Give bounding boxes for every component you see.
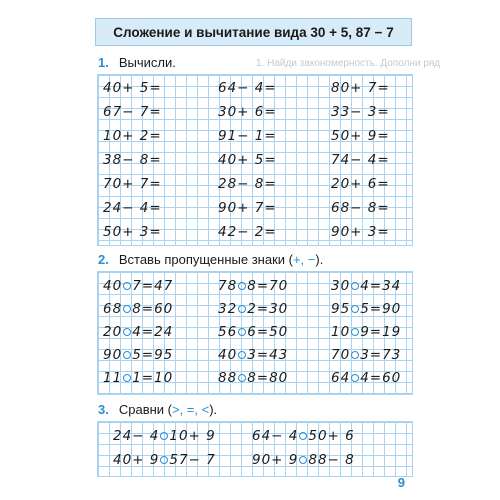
blank-circle[interactable] — [123, 374, 131, 382]
t3-r3-left: 40+ 9 — [113, 452, 160, 468]
t2-c1-r4 — [103, 347, 173, 363]
t2-c3-r1-a: 30 — [331, 278, 351, 294]
t1-c1-r4: 38− 8= — [103, 152, 162, 168]
t2-c3-r5-b: 4=60 — [360, 370, 402, 386]
t2-c3-r1 — [331, 278, 401, 294]
t3-r3-right: 57− 7 — [169, 452, 216, 468]
compare-circle[interactable] — [299, 432, 307, 440]
t2-c2-r1-a: 78 — [218, 278, 238, 294]
task-2-signs: +, − — [292, 252, 316, 267]
t2-c1-r1-b: 7=47 — [132, 278, 174, 294]
t2-c1-r1-a: 40 — [103, 278, 123, 294]
blank-circle[interactable] — [238, 305, 246, 313]
t3-r2-right: 50+ 6 — [308, 428, 355, 444]
page-title: Сложение и вычитание вида 30 + 5, 87 − 7 — [95, 18, 412, 46]
t2-c3-r2-b: 5=90 — [360, 301, 402, 317]
t2-c2-r2 — [218, 301, 288, 317]
t2-c1-r4-b: 5=95 — [132, 347, 174, 363]
t1-c2-r3: 91− 1= — [218, 128, 277, 144]
t3-r4 — [252, 452, 355, 468]
task-1-number: 1. — [98, 55, 109, 70]
page-number: 9 — [397, 475, 405, 490]
task-1-heading — [98, 55, 176, 70]
compare-circle[interactable] — [160, 432, 168, 440]
task-3-number: 3. — [98, 402, 109, 417]
t3-r1 — [113, 428, 216, 444]
t1-c1-r6: 24− 4= — [103, 200, 162, 216]
task-2-text-after: ). — [315, 252, 324, 267]
task-2-number: 2. — [98, 252, 109, 267]
blank-circle[interactable] — [351, 328, 359, 336]
blank-circle[interactable] — [351, 282, 359, 290]
t2-c2-r2-b: 2=30 — [247, 301, 289, 317]
blank-circle[interactable] — [351, 374, 359, 382]
t2-c3-r3-b: 9=19 — [360, 324, 402, 340]
t1-c1-r3: 10+ 2= — [103, 128, 162, 144]
t2-c2-r4-a: 40 — [218, 347, 238, 363]
t2-c1-r3-b: 4=24 — [132, 324, 174, 340]
blank-circle[interactable] — [238, 282, 246, 290]
t3-r2 — [252, 428, 355, 444]
t1-c2-r5: 28− 8= — [218, 176, 277, 192]
t3-r1-right: 10+ 9 — [169, 428, 216, 444]
t3-r4-left: 90+ 9 — [252, 452, 299, 468]
blank-circle[interactable] — [238, 351, 246, 359]
t2-c2-r2-a: 32 — [218, 301, 238, 317]
blank-circle[interactable] — [238, 374, 246, 382]
t2-c3-r4-b: 3=73 — [360, 347, 402, 363]
t1-c2-r7: 42− 2= — [218, 224, 277, 240]
t2-c2-r3-a: 56 — [218, 324, 238, 340]
t2-c2-r5-b: 8=80 — [247, 370, 289, 386]
t2-c1-r2-a: 68 — [103, 301, 123, 317]
t1-c3-r4: 74− 4= — [331, 152, 390, 168]
t2-c1-r5 — [103, 370, 173, 386]
t2-c1-r5-b: 1=10 — [132, 370, 174, 386]
t1-c2-r2: 30+ 6= — [218, 104, 277, 120]
compare-circle[interactable] — [299, 456, 307, 464]
blank-circle[interactable] — [123, 282, 131, 290]
task-2-text-before: Вставь пропущенные знаки ( — [118, 252, 293, 267]
t1-c3-r6: 68− 8= — [331, 200, 390, 216]
t3-r1-left: 24− 4 — [113, 428, 160, 444]
task-3-text-after: ). — [209, 402, 218, 417]
t2-c3-r3-a: 10 — [331, 324, 351, 340]
task-3-text — [119, 402, 217, 417]
t1-c3-r7: 90+ 3= — [331, 224, 390, 240]
t1-c3-r1: 80+ 7= — [331, 80, 390, 96]
t2-c2-r4-b: 3=43 — [247, 347, 289, 363]
t1-c1-r2: 67− 7= — [103, 104, 162, 120]
t1-c2-r4: 40+ 5= — [218, 152, 277, 168]
t2-c1-r2-b: 8=60 — [132, 301, 174, 317]
t2-c1-r3 — [103, 324, 173, 340]
t2-c1-r5-a: 11 — [103, 370, 123, 386]
t1-c1-r5: 70+ 7= — [103, 176, 162, 192]
blank-circle[interactable] — [123, 328, 131, 336]
t2-c3-r2 — [331, 301, 401, 317]
t2-c2-r3-b: 6=50 — [247, 324, 289, 340]
t1-c2-r6: 90+ 7= — [218, 200, 277, 216]
t1-c3-r5: 20+ 6= — [331, 176, 390, 192]
blank-circle[interactable] — [351, 351, 359, 359]
task-3-heading — [98, 402, 217, 417]
task-2-heading — [98, 252, 323, 267]
t1-c3-r2: 33− 3= — [331, 104, 390, 120]
t1-c1-r7: 50+ 3= — [103, 224, 162, 240]
blank-circle[interactable] — [351, 305, 359, 313]
task-2-text — [119, 252, 324, 267]
t2-c2-r4 — [218, 347, 288, 363]
t2-c1-r4-a: 90 — [103, 347, 123, 363]
t2-c3-r1-b: 4=34 — [360, 278, 402, 294]
t2-c3-r4 — [331, 347, 401, 363]
t2-c2-r1-b: 8=70 — [247, 278, 289, 294]
t2-c3-r3 — [331, 324, 401, 340]
t1-c2-r1: 64− 4= — [218, 80, 277, 96]
t2-c3-r4-a: 70 — [331, 347, 351, 363]
bleed-through-text: 1. Найди закономерность. Дополни ряд — [256, 58, 441, 69]
t2-c2-r5-a: 88 — [218, 370, 238, 386]
blank-circle[interactable] — [123, 351, 131, 359]
t2-c2-r1 — [218, 278, 288, 294]
task-3-signs: >, =, < — [171, 402, 210, 417]
task-3-text-before: Сравни ( — [118, 402, 172, 417]
t2-c3-r2-a: 95 — [331, 301, 351, 317]
t2-c1-r1 — [103, 278, 173, 294]
blank-circle[interactable] — [123, 305, 131, 313]
t2-c3-r5 — [331, 370, 401, 386]
t3-r3 — [113, 452, 216, 468]
t2-c2-r5 — [218, 370, 288, 386]
blank-circle[interactable] — [238, 328, 246, 336]
t2-c1-r3-a: 20 — [103, 324, 123, 340]
t3-r2-left: 64− 4 — [252, 428, 299, 444]
t3-r4-right: 88− 8 — [308, 452, 355, 468]
t2-c3-r5-a: 64 — [331, 370, 351, 386]
t1-c1-r1: 40+ 5= — [103, 80, 162, 96]
compare-circle[interactable] — [160, 456, 168, 464]
t1-c3-r3: 50+ 9= — [331, 128, 390, 144]
t2-c2-r3 — [218, 324, 288, 340]
task-1-text: Вычисли. — [118, 55, 176, 70]
t2-c1-r2 — [103, 301, 173, 317]
